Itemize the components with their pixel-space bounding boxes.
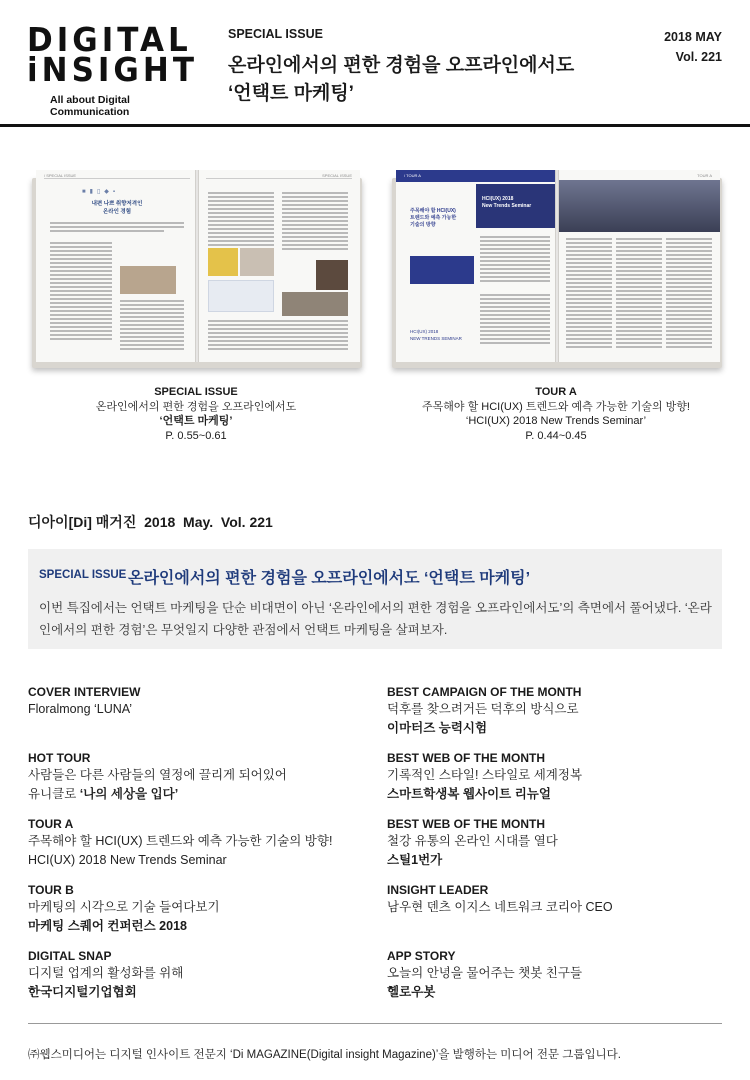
mini-icons-row <box>82 188 119 195</box>
toc-line-1: 주목해야 할 HCI(UX) 트렌드와 예측 가능한 기술의 방향! <box>28 834 333 848</box>
toc-heading: DIGITAL SNAP <box>28 949 112 963</box>
mini-diagram <box>208 280 274 312</box>
mini-text-column <box>50 242 112 342</box>
caption-heading: SPECIAL ISSUE <box>154 386 238 398</box>
mini-photo <box>120 266 176 294</box>
card-icon: ▮ <box>89 189 97 195</box>
toc-item[interactable] <box>387 882 727 948</box>
spread-caption-tour-a <box>376 385 736 443</box>
left-page <box>396 170 558 362</box>
mini-footer <box>410 328 462 342</box>
mini-page-rule <box>44 178 190 179</box>
toc-line-1: 사람들은 다른 사람들의 열정에 끌리게 되어있어 <box>28 768 287 782</box>
caption-pages: P. 0.55~0.61 <box>165 429 227 442</box>
toc-heading: HOT TOUR <box>28 751 91 765</box>
toc-line-1: Floralmong ‘LUNA’ <box>28 702 132 716</box>
mini-photo-line-1: HCI(UX) 2018 <box>482 196 514 202</box>
mini-text-column-3 <box>208 192 274 248</box>
mini-page-label: / SPECIAL ISSUE <box>44 173 77 178</box>
mini-text-column <box>480 236 550 284</box>
magazine-issue-line: 디아이[Di] 매거진 2018 May. Vol. 221 <box>28 514 273 530</box>
toc-item[interactable] <box>28 948 368 1014</box>
mini-footer-line-1: HCI(UX) 2018 <box>410 329 439 334</box>
toc-line-1: 덕후를 찾으려거든 덕후의 방식으로 <box>387 702 579 716</box>
mini-text-column-4 <box>616 238 662 350</box>
mini-intro-text <box>50 222 184 234</box>
mini-banner <box>410 208 470 229</box>
header-issue-label: SPECIAL ISSUE <box>228 27 323 41</box>
header-title-line-2: ‘언택트 마케팅’ <box>228 83 354 104</box>
mini-text-bottom <box>208 320 348 352</box>
spread-special-issue-image <box>32 170 362 368</box>
mini-page-label: / TOUR A <box>404 173 421 178</box>
issue-month: 2018 MAY <box>664 30 722 44</box>
caption-line-1: 주목해야 할 HCI(UX) 트렌드와 예측 가능한 기술의 방향! <box>422 400 690 413</box>
toc-line-2: 이마터즈 능력시험 <box>387 721 488 735</box>
special-issue-box <box>28 549 722 649</box>
toc-line-2: 한국디지털기업협회 <box>28 985 137 999</box>
logo-tagline: All about Digital Communication <box>50 94 130 118</box>
mini-article-title <box>36 200 198 216</box>
toc-left-column <box>28 684 368 1014</box>
bag-icon: ▪ <box>112 189 120 195</box>
toc-line-1: 디지털 업계의 활성화를 위해 <box>28 966 184 980</box>
caption-line-2: ‘HCI(UX) 2018 New Trends Seminar’ <box>465 415 647 427</box>
toc-line-2: 헬로우봇 <box>387 985 436 999</box>
toc-item[interactable] <box>28 882 368 948</box>
toc-item[interactable] <box>28 750 368 816</box>
special-issue-label: SPECIAL ISSUE <box>39 569 127 581</box>
toc-line-2-bold: ‘나의 세상을 입다’ <box>79 787 179 801</box>
footer-note: ㈜웹스미디어는 디지털 인사이트 전문지 ‘Di MAGAZINE(Digital insight Magazine)’을 발행하는 미디어 전문 그룹입니다. <box>28 1049 621 1061</box>
mini-photo-caption <box>482 196 531 210</box>
special-issue-body: 이번 특집에서는 언택트 마케팅을 단순 비대면이 아닌 ‘온라인에서의 편한 경험을 오프라인에서도’의 측면에서 풀어냈다. ‘온라인에서의 편한 경험’은 무엇일지 다양한 관점에서 언택트 마케팅을 살펴보자. <box>39 601 712 637</box>
mini-page-rule-right <box>206 178 352 179</box>
spread-tour-a-image <box>392 170 722 368</box>
book-spine <box>555 170 559 362</box>
toc-item[interactable] <box>387 750 727 816</box>
toc-heading: COVER INTERVIEW <box>28 685 141 699</box>
mini-text-column-4 <box>282 192 348 252</box>
gift-icon: ◆ <box>104 189 113 195</box>
toc-line-1: 기록적인 스타일! 스타일로 세계정복 <box>387 768 583 782</box>
toc-heading: BEST WEB OF THE MONTH <box>387 751 545 765</box>
mini-audience-photo <box>558 180 720 232</box>
digital-insight-logo <box>27 21 207 118</box>
issue-volume: Vol. 221 <box>675 50 722 64</box>
logo-line-1: DIGITAL <box>27 21 192 60</box>
toc-line-2 <box>28 785 368 804</box>
mini-banner-line-3: 기술의 방향 <box>410 222 436 228</box>
mini-photo-line-2: New Trends Seminar <box>482 203 532 209</box>
toc-line-1: 마케팅의 시각으로 기술 들여다보기 <box>28 900 220 914</box>
toc-line-2: HCI(UX) 2018 New Trends Seminar <box>28 853 227 867</box>
mini-banner-line-2: 트렌드와 예측 가능한 <box>410 215 457 221</box>
left-page <box>36 170 198 362</box>
spread-caption-special-issue <box>16 385 376 443</box>
mini-title-line-1: 내편 나쁘 취향저격인 <box>91 201 143 207</box>
toc-line-2-prefix: 유니클로 <box>28 787 80 801</box>
mini-page-label-right: TOUR A <box>697 173 712 178</box>
mini-photo-dark <box>316 260 348 290</box>
mini-blue-box <box>410 256 474 284</box>
toc-line-1: 남우현 덴츠 이지스 네트워크 코리아 CEO <box>387 900 613 914</box>
toc-heading: BEST WEB OF THE MONTH <box>387 817 545 831</box>
caption-heading: TOUR A <box>535 386 577 398</box>
header-divider <box>0 124 750 127</box>
toc-heading: APP STORY <box>387 949 456 963</box>
toc-line-2: 스틸1번가 <box>387 853 443 867</box>
right-page <box>198 170 360 362</box>
mini-title-line-2: 온라인 경험 <box>102 209 132 215</box>
mini-footer-line-2: NEW TRENDS SEMINAR <box>410 336 462 341</box>
toc-right-column <box>387 684 727 1014</box>
caption-line-2: ‘언택트 마케팅’ <box>159 415 233 427</box>
toc-heading: INSIGHT LEADER <box>387 883 489 897</box>
caption-line-1: 온라인에서의 편한 경험을 오프라인에서도 <box>95 400 297 413</box>
footer-divider <box>28 1023 722 1024</box>
mini-text-column-5 <box>666 238 712 350</box>
logo-line-2: iNSIGHT <box>27 51 198 90</box>
header-title-line-1: 온라인에서의 편한 경험을 오프라인에서도 <box>228 55 575 76</box>
toc-item[interactable] <box>387 684 727 750</box>
mini-text-column-2 <box>480 294 550 346</box>
mini-text-column-2 <box>120 300 184 352</box>
issue-date <box>664 27 722 67</box>
toc-line-1: 오늘의 안녕을 물어주는 챗봇 친구들 <box>387 966 583 980</box>
phone-icon: ▯ <box>96 189 105 195</box>
caption-pages: P. 0.44~0.45 <box>525 429 587 442</box>
toc-item[interactable] <box>28 684 368 750</box>
toc-line-1: 철강 유통의 온라인 시대를 열다 <box>387 834 558 848</box>
toc-line-2: 마케팅 스퀘어 컨퍼런스 2018 <box>28 919 187 933</box>
mini-text-column-3 <box>566 238 612 350</box>
toc-heading: TOUR B <box>28 883 74 897</box>
mini-photo-yellow <box>208 248 238 276</box>
header-title <box>228 52 628 108</box>
toc-heading: BEST CAMPAIGN OF THE MONTH <box>387 685 582 699</box>
mini-page-label-right: SPECIAL ISSUE <box>322 173 352 178</box>
mini-photo-store <box>240 248 274 276</box>
cart-icon: ■ <box>82 189 90 195</box>
masthead <box>0 0 750 126</box>
right-page <box>558 170 720 362</box>
toc-item[interactable] <box>28 816 368 882</box>
toc-item[interactable] <box>387 816 727 882</box>
book-spine <box>195 170 199 362</box>
toc-item[interactable] <box>387 948 727 1014</box>
special-issue-title: 온라인에서의 편한 경험을 오프라인에서도 ‘언택트 마케팅’ <box>128 570 531 587</box>
mini-banner-line-1: 주목해야 할 HCI(UX) <box>410 208 456 214</box>
toc-line-2: 스마트학생복 웹사이트 리뉴얼 <box>387 787 551 801</box>
mini-seminar-photo <box>476 184 558 228</box>
mini-photo-wide <box>282 292 348 316</box>
toc-heading: TOUR A <box>28 817 74 831</box>
